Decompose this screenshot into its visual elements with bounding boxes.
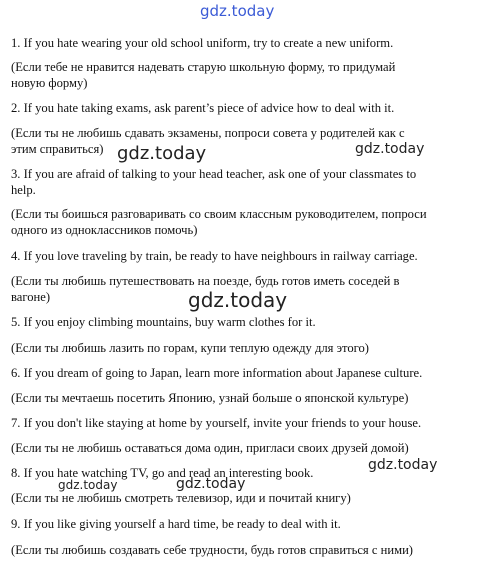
item-8-english: 8. If you hate watching TV, go and read an interesting book. (11, 466, 314, 480)
item-9-russian: (Если ты любишь создавать себе трудности, будь готов справиться с ними) (11, 543, 413, 557)
item-4-russian-line-1: (Если ты любишь путешествовать на поезде, будь готов иметь соседей в (11, 274, 400, 288)
item-1-russian-line-2: новую форму) (11, 76, 88, 90)
item-3-english-line-1: 3. If you are afraid of talking to your head teacher, ask one of your classmates to (11, 167, 417, 181)
item-1-english: 1. If you hate wearing your old school uniform, try to create a new uniform. (11, 36, 394, 50)
watermark-top: gdz.today (200, 2, 275, 20)
watermark-5: gdz.today (58, 478, 118, 492)
item-7-russian: (Если ты не любишь оставаться дома один, пригласи своих друзей домой) (11, 441, 409, 455)
item-4-english: 4. If you love traveling by train, be ready to have neighbours in railway carriage. (11, 249, 418, 263)
item-3-russian-line-1: (Если ты боишься разговаривать со своим классным руководителем, попроси (11, 207, 427, 221)
item-3-russian-line-2: одного из одноклассников помочь) (11, 223, 198, 237)
watermark-4: gdz.today (368, 457, 438, 473)
item-2-russian-line-2: этим справиться) (11, 142, 104, 156)
watermark-1: gdz.today (117, 143, 207, 164)
item-7-english: 7. If you don't like staying at home by yourself, invite your friends to your house. (11, 416, 422, 430)
item-2-russian-line-1: (Если ты не любишь сдавать экзамены, попроси совета у родителей как с (11, 126, 405, 140)
item-1-russian-line-1: (Если тебе не нравится надевать старую школьную форму, то придумай (11, 60, 396, 74)
item-6-russian: (Если ты мечтаешь посетить Японию, узнай больше о японской культуре) (11, 391, 409, 405)
item-5-russian: (Если ты любишь лазить по горам, купи теплую одежду для этого) (11, 341, 369, 355)
item-9-english: 9. If you like giving yourself a hard time, be ready to deal with it. (11, 517, 341, 531)
watermark-2: gdz.today (355, 141, 425, 157)
item-6-english: 6. If you dream of going to Japan, learn more information about Japanese culture. (11, 366, 423, 380)
item-8-russian: (Если ты не любишь смотреть телевизор, иди и почитай книгу) (11, 491, 351, 505)
item-2-english: 2. If you hate taking exams, ask parent’s piece of advice how to deal with it. (11, 101, 395, 115)
item-4-russian-line-2: вагоне) (11, 290, 51, 304)
watermark-6: gdz.today (176, 476, 246, 492)
watermark-3: gdz.today (188, 288, 288, 312)
item-3-english-line-2: help. (11, 183, 36, 197)
item-5-english: 5. If you enjoy climbing mountains, buy warm clothes for it. (11, 315, 316, 329)
